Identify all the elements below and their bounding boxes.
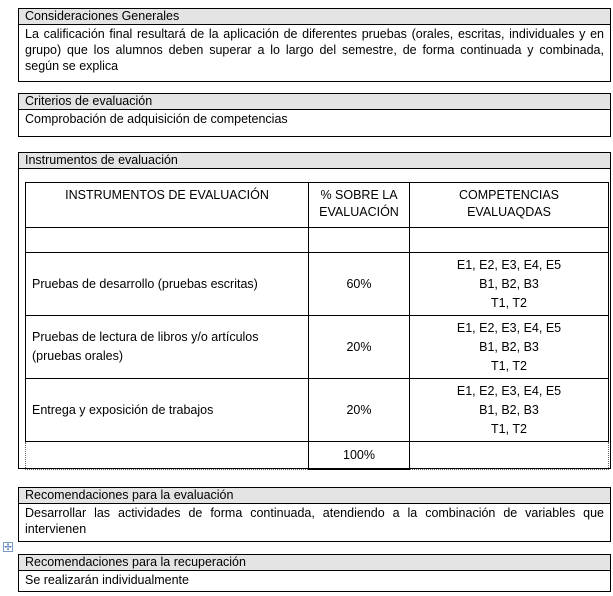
section-body[interactable]: Desarrollar las actividades de forma continuada, atendiendo a la combinación de variables que intervienen [25, 506, 604, 536]
table-total-row [26, 442, 609, 470]
competencias-cell[interactable] [410, 379, 609, 442]
instrument-cell[interactable]: Pruebas de lectura de libros y/o artículos (pruebas orales) [26, 316, 309, 379]
instrument-cell[interactable]: Entrega y exposición de trabajos [26, 379, 309, 442]
instrumentos-table [25, 182, 609, 470]
table-cell[interactable] [410, 442, 609, 470]
section-header: Recomendaciones para la evaluación [19, 488, 610, 504]
competencias-line: B1, B2, B3 [479, 402, 539, 417]
competencias-line: T1, T2 [491, 358, 527, 373]
percent-cell[interactable]: 20% [309, 379, 410, 442]
competencias-cell[interactable] [410, 253, 609, 316]
competencias-line: B1, B2, B3 [479, 339, 539, 354]
table-header-row [26, 183, 609, 228]
instrumentos-evaluacion-section [18, 152, 611, 469]
recomendaciones-evaluacion-section [18, 487, 611, 542]
competencias-line: E1, E2, E3, E4, E5 [456, 383, 562, 398]
competencias-line: T1, T2 [491, 295, 527, 310]
section-header: Criterios de evaluación [19, 94, 610, 110]
competencias-line: T1, T2 [491, 421, 527, 436]
section-body[interactable]: La calificación final resultará de la aplicación de diferentes pruebas (orales, escritas, individuales y en grupo) que los alumnos deben superar a lo largo del semestre, de forma continuada y combinada, según se explica [25, 27, 604, 73]
header-competencias[interactable]: COMPETENCIAS EVALUAQDAS [410, 183, 609, 228]
header-instrumentos[interactable]: INSTRUMENTOS DE EVALUACIÓN [26, 183, 309, 228]
total-percent-cell[interactable]: 100% [309, 442, 410, 470]
recomendaciones-recuperacion-section [18, 554, 611, 592]
section-body[interactable]: Comprobación de adquisición de competencias [25, 112, 288, 126]
competencias-line: E1, E2, E3, E4, E5 [456, 320, 562, 335]
table-cell[interactable] [26, 228, 309, 253]
competencias-line: B1, B2, B3 [479, 276, 539, 291]
table-row [26, 253, 609, 316]
percent-cell[interactable]: 60% [309, 253, 410, 316]
section-header: Consideraciones Generales [19, 9, 610, 25]
table-row-empty [26, 228, 609, 253]
section-header: Recomendaciones para la recuperación [19, 555, 610, 571]
header-porcentaje[interactable]: % SOBRE LA EVALUACIÓN [309, 183, 410, 228]
criterios-evaluacion-section [18, 93, 611, 137]
section-body[interactable]: Se realizarán individualmente [25, 573, 189, 587]
table-cell[interactable] [410, 228, 609, 253]
instrument-cell[interactable]: Pruebas de desarrollo (pruebas escritas) [26, 253, 309, 316]
competencias-line: E1, E2, E3, E4, E5 [456, 257, 562, 272]
section-header: Instrumentos de evaluación [19, 153, 610, 169]
competencias-cell[interactable] [410, 316, 609, 379]
move-cross-icon[interactable]: ✢ [4, 542, 12, 552]
table-row [26, 379, 609, 442]
percent-cell[interactable]: 20% [309, 316, 410, 379]
consideraciones-generales-section [18, 8, 611, 82]
table-cell[interactable] [26, 442, 309, 470]
table-row [26, 316, 609, 379]
table-cell[interactable] [309, 228, 410, 253]
